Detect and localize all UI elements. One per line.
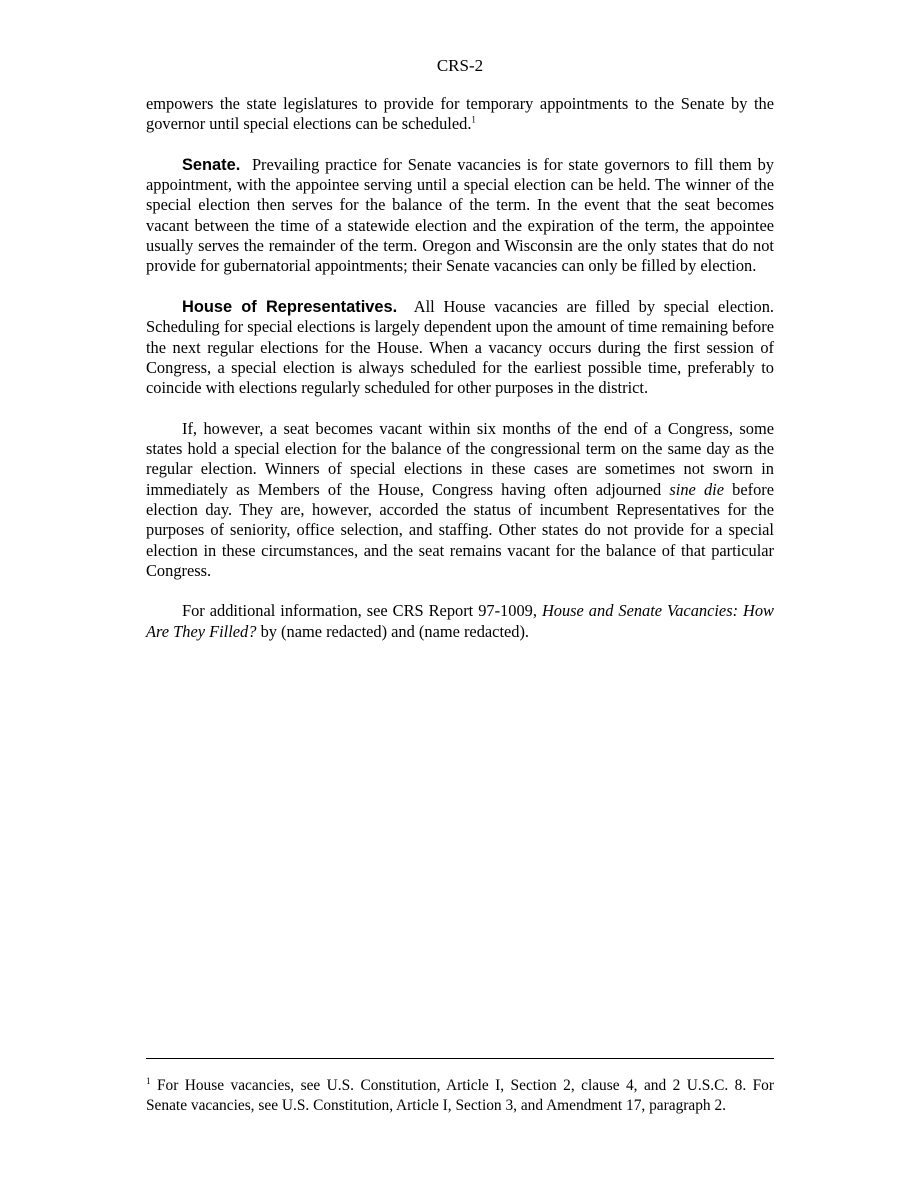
footnote-text: For House vacancies, see U.S. Constitution, Article I, Section 2, clause 4, and 2 U.S.C. 8. For Senate vacancies, see U.S. Constitution, Article I, Section 3, and Amendment 17, paragraph 2.	[146, 1077, 774, 1114]
senate-text: Prevailing practice for Senate vacancies is for state governors to fill them by appointment, with the appointee serving until a special election can be held. The winner of the special election then serves for the balance of the term. In the event that the seat becomes vacant between the time of a statewide election and the expiration of the term, the appointee usually serves the remainder of the term. Oregon and Wisconsin are the only states that do not provide for gubernatorial appointments; their Senate vacancies can only be filled by election.	[146, 154, 774, 276]
house-text: All House vacancies are filled by special election. Scheduling for special elections is largely dependent upon the amount of time remaining before the next regular elections for the House. When a vacancy occurs during the first session of Congress, a special election is always scheduled for the earliest possible time, preferably to coincide with elections regularly scheduled for other purposes in the district.	[146, 296, 774, 398]
document-body	[146, 94, 774, 662]
footnote-number: 1	[146, 1075, 151, 1086]
paragraph-senate	[146, 155, 774, 277]
paragraph-late-vacancy	[146, 419, 774, 581]
late-vacancy-text-before: If, however, a seat becomes vacant within six months of the end of a Congress, some states hold a special election for the balance of the congressional term on the same day as the regular election. Winners of special elections in these cases are sometimes not sworn in immediately as Members of the House, Congress having often adjourned	[146, 418, 774, 499]
footnote	[146, 1076, 774, 1116]
paragraph-house	[146, 297, 774, 398]
senate-heading: Senate.	[182, 155, 241, 174]
page-number-header: CRS-2	[436, 56, 484, 75]
house-heading: House of Representatives.	[182, 297, 398, 316]
additional-text-after: by (name redacted) and (name redacted).	[260, 621, 530, 641]
footnote-reference: 1	[471, 114, 476, 125]
late-vacancy-text-after: before election day. They are, however, accorded the status of incumbent Representatives for the purposes of seniority, office selection, and staffing. Other states do not provide for a special election in these circumstances, and the seat remains vacant for the balance of that particular Congress.	[146, 479, 775, 580]
paragraph-additional-info	[146, 601, 774, 642]
paragraph-intro-text: empowers the state legislatures to provide for temporary appointments to the Senate by the governor until special elections can be scheduled.	[146, 94, 774, 134]
late-vacancy-italic: sine die	[669, 479, 724, 499]
additional-text-before: For additional information, see CRS Report 97-1009,	[182, 601, 537, 621]
report-title: House and Senate Vacancies: How Are They Filled?	[146, 601, 774, 641]
footnote-divider	[146, 1058, 774, 1059]
paragraph-intro	[146, 94, 774, 135]
